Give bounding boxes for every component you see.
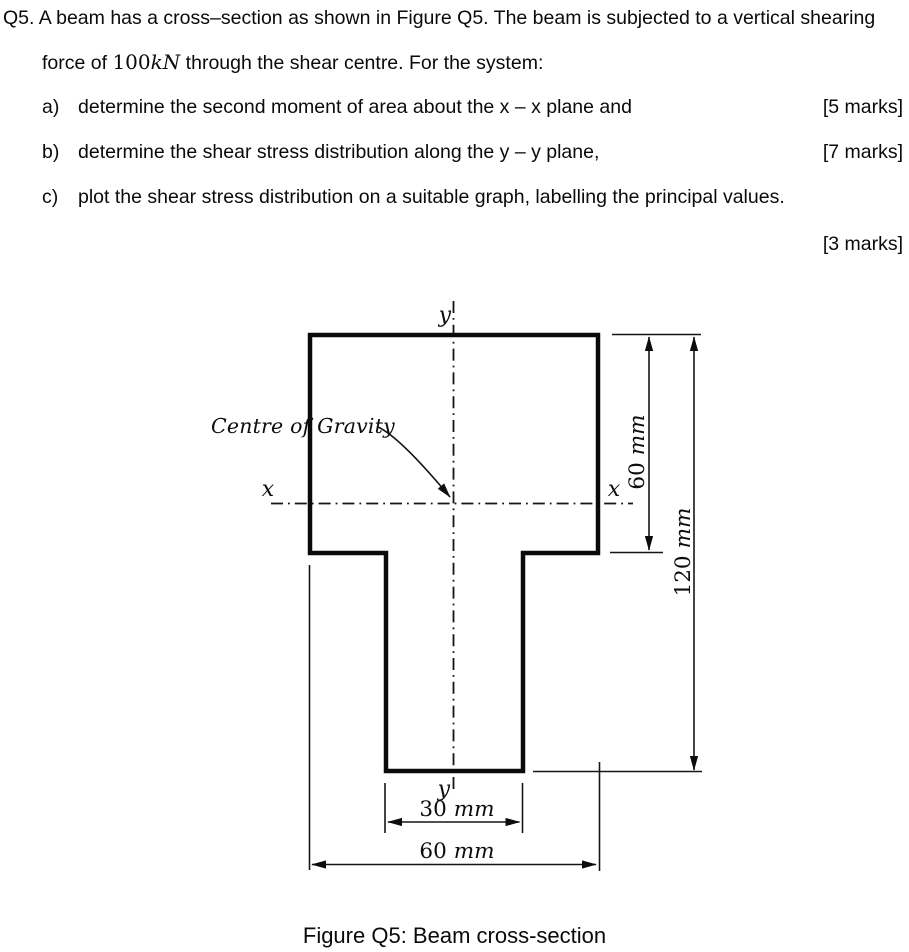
item-a-marker: a) <box>42 96 60 118</box>
axis-label-x-left: x <box>261 477 275 502</box>
item-c-marker: c) <box>42 186 59 208</box>
line2-post: through the shear centre. For the system: <box>180 52 544 74</box>
shear-force-value: 100 <box>112 50 151 74</box>
figure-caption: Figure Q5: Beam cross-section <box>302 923 607 948</box>
item-b-text: determine the shear stress distribution along the y – y plane, <box>78 141 600 163</box>
line2-pre: force of <box>42 52 113 74</box>
axis-label-x-right: x <box>607 477 621 502</box>
item-c-text: plot the shear stress distribution on a suitable graph, labelling the principal values. <box>78 186 785 208</box>
dim-label-total-height: 120mm <box>671 507 696 597</box>
item-a-marks: [5 marks] <box>822 96 903 118</box>
dim-label-web-width: 30 mm <box>419 797 495 822</box>
dim-label-flange-width: 60 mm <box>419 839 495 864</box>
shear-force-unit: kN <box>150 50 181 74</box>
item-b-marks: [7 marks] <box>822 141 903 163</box>
axis-label-y-bottom: y <box>437 777 450 802</box>
cog-label: Centre of Gravity <box>211 414 395 438</box>
question-line-1: Q5. A beam has a cross–section as shown in Figure Q5. The beam is subjected to a vertical shearing <box>3 7 876 29</box>
axis-label-y-top: y <box>438 303 451 328</box>
item-b-marker: b) <box>42 141 60 163</box>
item-a-text: determine the second moment of area about the x – x plane and <box>78 96 632 118</box>
item-c-marks: [3 marks] <box>822 233 903 255</box>
dim-label-flange-height: 60mm <box>625 414 650 490</box>
